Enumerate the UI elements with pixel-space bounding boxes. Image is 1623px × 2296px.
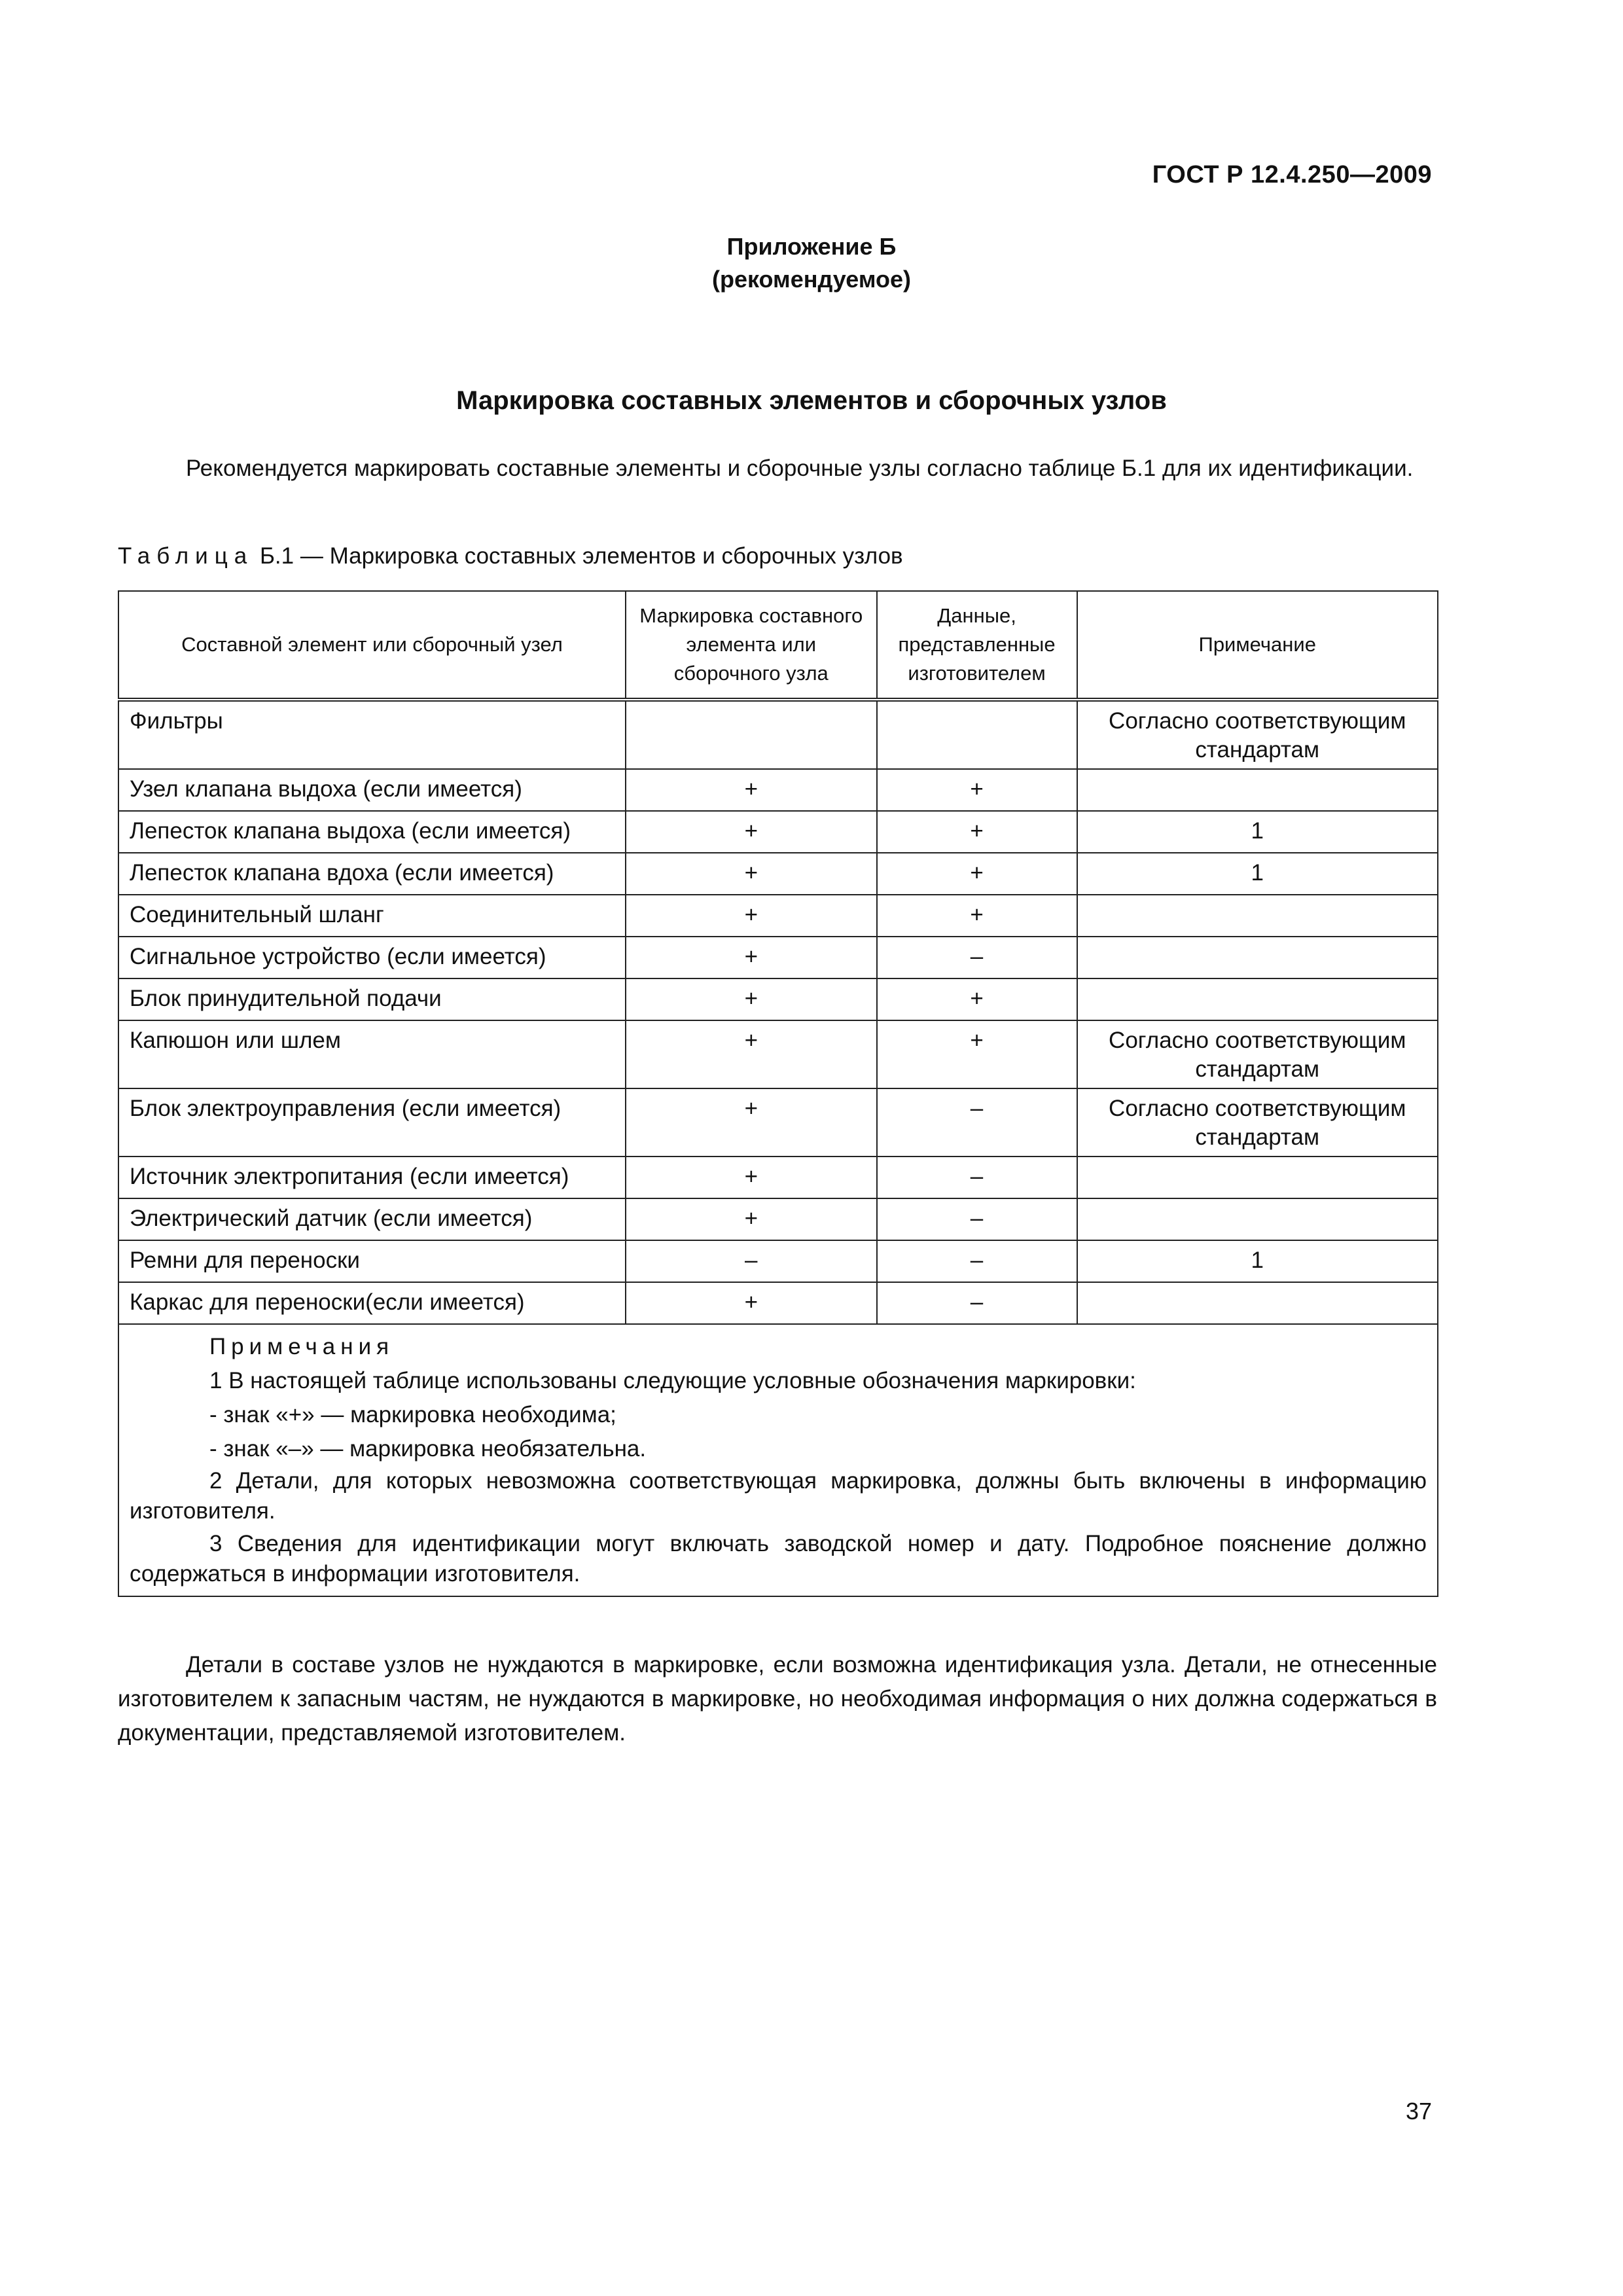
- cell-note: Согласно соответствующим стандартам: [1077, 1020, 1438, 1088]
- table-row: [118, 1282, 1438, 1324]
- notes-heading: Примечания: [209, 1334, 395, 1359]
- cell-marking: +: [626, 1282, 877, 1324]
- table-row: [118, 937, 1438, 978]
- table-notes-row: [118, 1324, 1438, 1596]
- cell-note: [1077, 1198, 1438, 1240]
- cell-note: Согласно соответствующим стандартам: [1077, 700, 1438, 769]
- cell-data: +: [877, 853, 1077, 895]
- cell-marking: +: [626, 853, 877, 895]
- table-notes: [118, 1324, 1438, 1596]
- cell-data: –: [877, 1157, 1077, 1198]
- cell-data: –: [877, 1088, 1077, 1157]
- cell-note: [1077, 937, 1438, 978]
- table-row: [118, 853, 1438, 895]
- cell-data: –: [877, 1198, 1077, 1240]
- cell-marking: +: [626, 1198, 877, 1240]
- cell-note: 1: [1077, 1240, 1438, 1282]
- cell-component: Сигнальное устройство (если имеется): [118, 937, 626, 978]
- header-manufacturer-data: Данные, представленные изготовителем: [877, 591, 1077, 700]
- cell-component: Ремни для переноски: [118, 1240, 626, 1282]
- cell-marking: +: [626, 769, 877, 811]
- cell-component: Лепесток клапана вдоха (если имеется): [118, 853, 626, 895]
- cell-component: Капюшон или шлем: [118, 1020, 626, 1088]
- table-row: [118, 1240, 1438, 1282]
- cell-data: [877, 700, 1077, 769]
- table-row: [118, 700, 1438, 769]
- table-row: [118, 1088, 1438, 1157]
- cell-note: [1077, 895, 1438, 937]
- table-row: [118, 1157, 1438, 1198]
- cell-marking: +: [626, 895, 877, 937]
- table-row: [118, 895, 1438, 937]
- marking-table: [118, 590, 1438, 1597]
- cell-component: Электрический датчик (если имеется): [118, 1198, 626, 1240]
- cell-data: +: [877, 895, 1077, 937]
- outro-paragraph-text: Детали в составе узлов не нуждаются в маркировке, если возможна идентификация узла. Детали, не отнесенные изготовителем к запасным частям, не нуждаются в маркировке, но необходимая информация о них должна содержаться в документации, представляемой изготовителем.: [118, 1652, 1437, 1746]
- cell-data: –: [877, 1282, 1077, 1324]
- cell-data: +: [877, 811, 1077, 853]
- cell-component: Каркас для переноски(если имеется): [118, 1282, 626, 1324]
- cell-note: 1: [1077, 853, 1438, 895]
- section-title: Маркировка составных элементов и сборочных узлов: [456, 386, 1167, 415]
- table-caption-text: Б.1 — Маркировка составных элементов и сборочных узлов: [253, 543, 903, 569]
- cell-component: Соединительный шланг: [118, 895, 626, 937]
- cell-component: Узел клапана выдоха (если имеется): [118, 769, 626, 811]
- cell-marking: +: [626, 978, 877, 1020]
- table-row: [118, 1020, 1438, 1088]
- document-number: ГОСТ Р 12.4.250—2009: [1152, 161, 1432, 188]
- cell-marking: [626, 700, 877, 769]
- note-1-minus-sign: - знак «–» — маркировка необязательна.: [209, 1436, 647, 1462]
- cell-data: +: [877, 978, 1077, 1020]
- cell-note: [1077, 978, 1438, 1020]
- cell-component: Источник электропитания (если имеется): [118, 1157, 626, 1198]
- cell-note: [1077, 1282, 1438, 1324]
- note-3: 3 Сведения для идентификации могут включать заводской номер и дату. Подробное пояснение должно содержаться в информации изготовителя.: [130, 1531, 1427, 1587]
- cell-note: Согласно соответствующим стандартам: [1077, 1088, 1438, 1157]
- table-row: [118, 1198, 1438, 1240]
- table-caption-prefix: Таблица: [118, 543, 254, 569]
- header-component: Составной элемент или сборочный узел: [118, 591, 626, 700]
- cell-data: –: [877, 937, 1077, 978]
- cell-note: [1077, 1157, 1438, 1198]
- cell-note: [1077, 769, 1438, 811]
- header-note: Примечание: [1077, 591, 1438, 700]
- header-marking: Маркировка составного элемента или сборочного узла: [626, 591, 877, 700]
- table-caption: [118, 543, 903, 569]
- table-row: [118, 811, 1438, 853]
- intro-paragraph-text: Рекомендуется маркировать составные элементы и сборочные узлы согласно таблице Б.1 для их идентификации.: [186, 456, 1414, 481]
- intro-paragraph: [118, 452, 1437, 486]
- cell-marking: +: [626, 937, 877, 978]
- cell-marking: +: [626, 1157, 877, 1198]
- note-1-plus-sign: - знак «+» — маркировка необходима;: [209, 1402, 616, 1427]
- cell-data: –: [877, 1240, 1077, 1282]
- table-row: [118, 978, 1438, 1020]
- appendix-heading: [0, 230, 1623, 296]
- appendix-title: Приложение Б: [726, 233, 897, 260]
- appendix-status: (рекомендуемое): [712, 266, 911, 293]
- cell-component: Блок электроуправления (если имеется): [118, 1088, 626, 1157]
- cell-component: Блок принудительной подачи: [118, 978, 626, 1020]
- cell-marking: –: [626, 1240, 877, 1282]
- cell-marking: +: [626, 811, 877, 853]
- table-row: [118, 769, 1438, 811]
- cell-data: +: [877, 1020, 1077, 1088]
- note-2: 2 Детали, для которых невозможна соответствующая маркировка, должны быть включены в информацию изготовителя.: [130, 1468, 1427, 1524]
- cell-component: Фильтры: [118, 700, 626, 769]
- page-number: 37: [1405, 2098, 1432, 2125]
- table-header-row: [118, 591, 1438, 700]
- cell-note: 1: [1077, 811, 1438, 853]
- outro-paragraph: [118, 1648, 1437, 1750]
- cell-component: Лепесток клапана выдоха (если имеется): [118, 811, 626, 853]
- note-1: 1 В настоящей таблице использованы следующие условные обозначения маркировки:: [209, 1368, 1136, 1393]
- cell-marking: +: [626, 1088, 877, 1157]
- cell-data: +: [877, 769, 1077, 811]
- cell-marking: +: [626, 1020, 877, 1088]
